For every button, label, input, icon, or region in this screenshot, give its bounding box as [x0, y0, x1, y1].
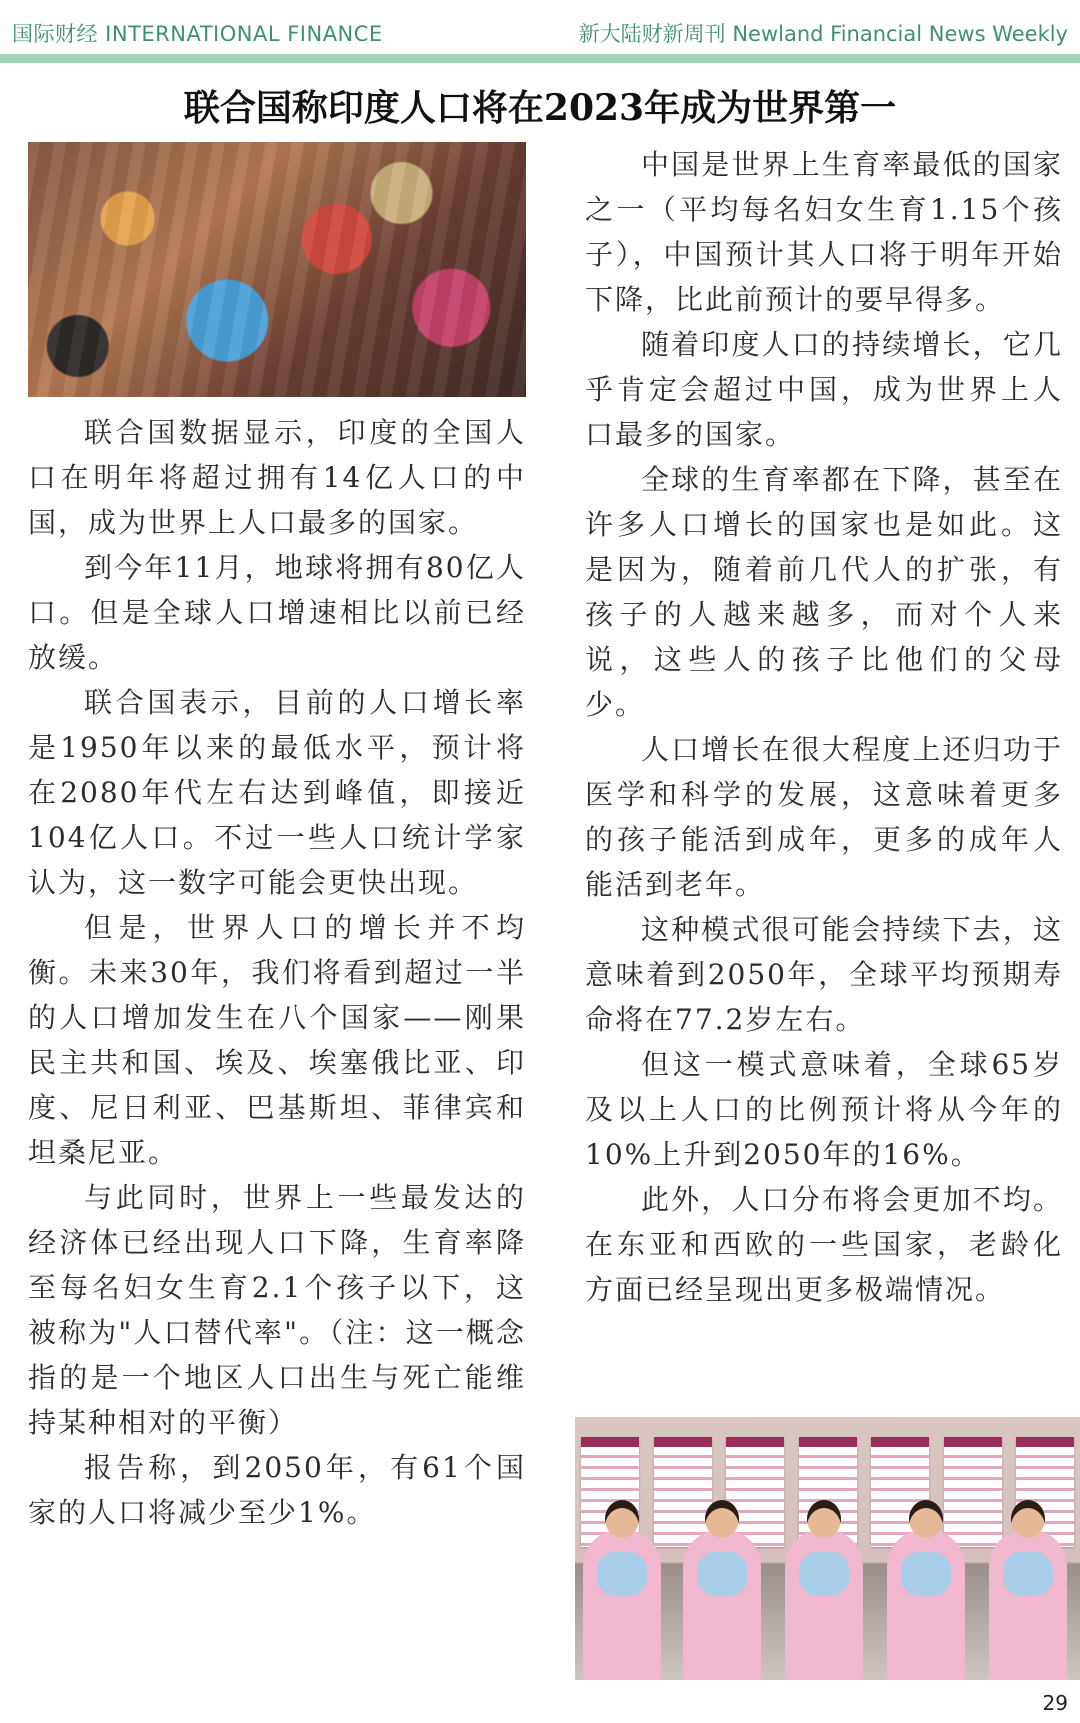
paragraph: 但这一模式意味着，全球65岁及以上人口的比例预计将从今年的10%上升到2050年的16%。 — [585, 1048, 1063, 1171]
paragraph: 联合国表示，目前的人口增长率是1950年以来的最低水平，预计将在2080年代左右达到峰值，即接近104亿人口。不过一些人口统计学家认为，这一数字可能会更快出现。 — [28, 686, 526, 899]
trainee-figure — [887, 1530, 965, 1680]
section-label: 国际财经 INTERNATIONAL FINANCE — [12, 22, 383, 46]
article-right-column — [585, 142, 1063, 1312]
paragraph: 全球的生育率都在下降，甚至在许多人口增长的国家也是如此。这是因为，随着前几代人的扩张，有孩子的人越来越多，而对个人来说，这些人的孩子比他们的父母少。 — [585, 463, 1063, 721]
page-number: 29 — [1042, 1691, 1068, 1715]
crowd-photo — [28, 142, 526, 397]
paragraph: 人口增长在很大程度上还归功于医学和科学的发展，这意味着更多的孩子能活到成年，更多的成年人能活到老年。 — [585, 733, 1063, 901]
article-left-column — [28, 410, 526, 1535]
paragraph: 随着印度人口的持续增长，它几乎肯定会超过中国，成为世界上人口最多的国家。 — [585, 328, 1063, 451]
trainee-figure — [583, 1530, 661, 1680]
trainee-figure — [683, 1530, 761, 1680]
paragraph: 中国是世界上生育率最低的国家之一（平均每名妇女生育1.15个孩子），中国预计其人口将于明年开始下降，比此前预计的要早得多。 — [585, 148, 1063, 316]
nanny-training-photo — [575, 1417, 1080, 1680]
paragraph: 这种模式很可能会持续下去，这意味着到2050年，全球平均预期寿命将在77.2岁左右。 — [585, 913, 1063, 1036]
header-divider — [0, 54, 1080, 63]
article-title: 联合国称印度人口将在2023年成为世界第一 — [183, 87, 897, 129]
trainee-figure — [989, 1530, 1067, 1680]
trainee-figure — [785, 1530, 863, 1680]
paragraph: 到今年11月，地球将拥有80亿人口。但是全球人口增速相比以前已经放缓。 — [28, 551, 526, 674]
paragraph: 报告称，到2050年，有61个国家的人口将减少至少1%。 — [28, 1451, 526, 1529]
publication-name: 新大陆财新周刊 Newland Financial News Weekly — [578, 22, 1068, 46]
paragraph: 但是，世界人口的增长并不均衡。未来30年，我们将看到超过一半的人口增加发生在八个国家——刚果民主共和国、埃及、埃塞俄比亚、印度、尼日利亚、巴基斯坦、菲律宾和坦桑尼亚。 — [28, 911, 526, 1169]
wall-board — [654, 1437, 712, 1547]
paragraph: 此外，人口分布将会更加不均。在东亚和西欧的一些国家，老龄化方面已经呈现出更多极端情况。 — [585, 1183, 1063, 1306]
page-header — [0, 0, 1080, 62]
paragraph: 联合国数据显示，印度的全国人口在明年将超过拥有14亿人口的中国，成为世界上人口最多的国家。 — [28, 416, 526, 539]
wall-board — [944, 1437, 1002, 1547]
paragraph: 与此同时，世界上一些最发达的经济体已经出现人口下降，生育率降至每名妇女生育2.1个孩子以下，这被称为"人口替代率"。（注：这一概念指的是一个地区人口出生与死亡能维持某种相对的平衡） — [28, 1181, 526, 1439]
